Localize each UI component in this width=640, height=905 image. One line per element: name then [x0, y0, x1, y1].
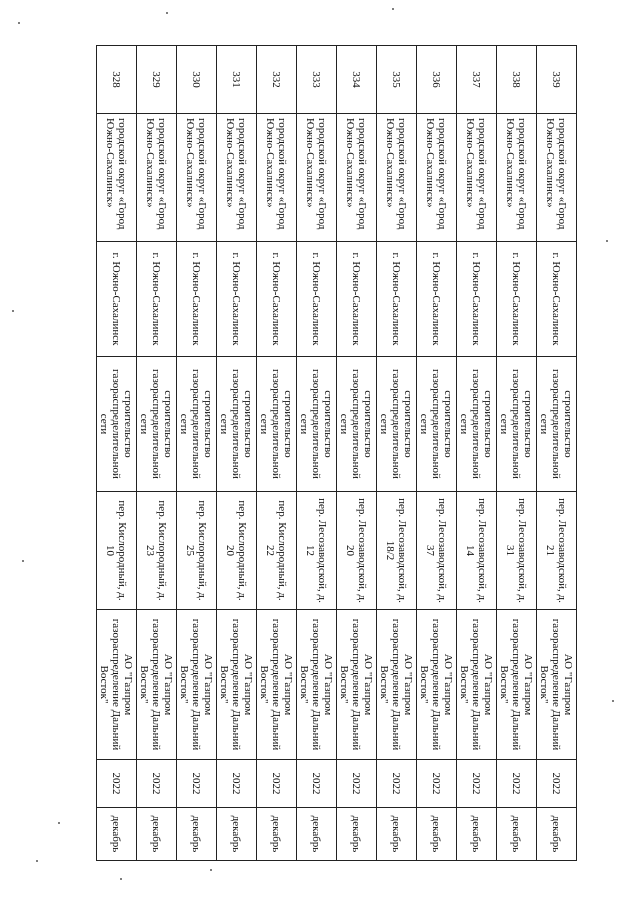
month-cell: декабрь	[297, 808, 337, 861]
registry-table	[96, 45, 577, 861]
year-cell: 2022	[297, 760, 337, 808]
municipal-district-cell: городской округ «Город Южно-Сахалинск»	[137, 114, 177, 242]
row-number-cell: 331	[217, 46, 257, 114]
table-body	[97, 46, 577, 861]
year-cell: 2022	[417, 760, 457, 808]
municipal-district-cell: городской округ «Город Южно-Сахалинск»	[337, 114, 377, 242]
address-cell: пер. Лесозаводской, д. 20	[337, 492, 377, 610]
address-cell: пер. Кислородный, д. 23	[137, 492, 177, 610]
address-cell: пер. Лесозаводской, д. 21	[537, 492, 577, 610]
city-name-cell: г. Южно-Сахалинск	[537, 242, 577, 357]
city-name-cell: г. Южно-Сахалинск	[417, 242, 457, 357]
work-type-cell: строительство газораспределительной сети	[457, 357, 497, 492]
address-cell: пер. Лесозаводской, д. 37	[417, 492, 457, 610]
work-type-cell: строительство газораспределительной сети	[257, 357, 297, 492]
row-number-cell: 338	[497, 46, 537, 114]
work-type-cell: строительство газораспределительной сети	[177, 357, 217, 492]
table-row	[417, 46, 457, 861]
organization-cell: АО "Газпром газораспределение Дальний Восток"	[377, 610, 417, 760]
work-type-cell: строительство газораспределительной сети	[297, 357, 337, 492]
work-type-cell: строительство газораспределительной сети	[417, 357, 457, 492]
year-cell: 2022	[457, 760, 497, 808]
month-cell: декабрь	[337, 808, 377, 861]
work-type-cell: строительство газораспределительной сети	[497, 357, 537, 492]
table-row	[217, 46, 257, 861]
city-name-cell: г. Южно-Сахалинск	[337, 242, 377, 357]
address-cell: пер. Кислородный, д. 25	[177, 492, 217, 610]
municipal-district-cell: городской округ «Город Южно-Сахалинск»	[417, 114, 457, 242]
city-name-cell: г. Южно-Сахалинск	[457, 242, 497, 357]
row-number-cell: 335	[377, 46, 417, 114]
organization-cell: АО "Газпром газораспределение Дальний Восток"	[217, 610, 257, 760]
address-cell: пер. Кислородный, д. 22	[257, 492, 297, 610]
row-number-cell: 333	[297, 46, 337, 114]
city-name-cell: г. Южно-Сахалинск	[297, 242, 337, 357]
year-cell: 2022	[257, 760, 297, 808]
address-cell: пер. Кислородный, д. 10	[97, 492, 137, 610]
municipal-district-cell: городской округ «Город Южно-Сахалинск»	[537, 114, 577, 242]
city-name-cell: г. Южно-Сахалинск	[497, 242, 537, 357]
table-row	[297, 46, 337, 861]
address-cell: пер. Лесозаводской, д. 31	[497, 492, 537, 610]
table-row	[497, 46, 537, 861]
work-type-cell: строительство газораспределительной сети	[537, 357, 577, 492]
municipal-district-cell: городской округ «Город Южно-Сахалинск»	[457, 114, 497, 242]
table-row	[457, 46, 497, 861]
month-cell: декабрь	[497, 808, 537, 861]
year-cell: 2022	[137, 760, 177, 808]
work-type-cell: строительство газораспределительной сети	[137, 357, 177, 492]
year-cell: 2022	[97, 760, 137, 808]
municipal-district-cell: городской округ «Город Южно-Сахалинск»	[497, 114, 537, 242]
organization-cell: АО "Газпром газораспределение Дальний Восток"	[97, 610, 137, 760]
organization-cell: АО "Газпром газораспределение Дальний Восток"	[457, 610, 497, 760]
row-number-cell: 328	[97, 46, 137, 114]
row-number-cell: 330	[177, 46, 217, 114]
year-cell: 2022	[537, 760, 577, 808]
table-row	[177, 46, 217, 861]
work-type-cell: строительство газораспределительной сети	[377, 357, 417, 492]
table-row	[377, 46, 417, 861]
month-cell: декабрь	[417, 808, 457, 861]
organization-cell: АО "Газпром газораспределение Дальний Восток"	[417, 610, 457, 760]
year-cell: 2022	[337, 760, 377, 808]
municipal-district-cell: городской округ «Город Южно-Сахалинск»	[377, 114, 417, 242]
month-cell: декабрь	[97, 808, 137, 861]
organization-cell: АО "Газпром газораспределение Дальний Восток"	[497, 610, 537, 760]
work-type-cell: строительство газораспределительной сети	[217, 357, 257, 492]
month-cell: декабрь	[217, 808, 257, 861]
organization-cell: АО "Газпром газораспределение Дальний Восток"	[177, 610, 217, 760]
month-cell: декабрь	[377, 808, 417, 861]
municipal-district-cell: городской округ «Город Южно-Сахалинск»	[217, 114, 257, 242]
row-number-cell: 332	[257, 46, 297, 114]
month-cell: декабрь	[457, 808, 497, 861]
year-cell: 2022	[177, 760, 217, 808]
month-cell: декабрь	[137, 808, 177, 861]
month-cell: декабрь	[257, 808, 297, 861]
work-type-cell: строительство газораспределительной сети	[337, 357, 377, 492]
city-name-cell: г. Южно-Сахалинск	[97, 242, 137, 357]
table-row	[257, 46, 297, 861]
year-cell: 2022	[217, 760, 257, 808]
city-name-cell: г. Южно-Сахалинск	[257, 242, 297, 357]
municipal-district-cell: городской округ «Город Южно-Сахалинск»	[177, 114, 217, 242]
work-type-cell: строительство газораспределительной сети	[97, 357, 137, 492]
city-name-cell: г. Южно-Сахалинск	[377, 242, 417, 357]
month-cell: декабрь	[537, 808, 577, 861]
municipal-district-cell: городской округ «Город Южно-Сахалинск»	[97, 114, 137, 242]
table-row	[537, 46, 577, 861]
row-number-cell: 339	[537, 46, 577, 114]
table-row	[337, 46, 377, 861]
table-row	[97, 46, 137, 861]
address-cell: пер. Лесозаводской, д. 14	[457, 492, 497, 610]
organization-cell: АО "Газпром газораспределение Дальний Восток"	[537, 610, 577, 760]
organization-cell: АО "Газпром газораспределение Дальний Восток"	[297, 610, 337, 760]
row-number-cell: 336	[417, 46, 457, 114]
address-cell: пер. Лесозаводской, д. 18/2	[377, 492, 417, 610]
organization-cell: АО "Газпром газораспределение Дальний Восток"	[137, 610, 177, 760]
city-name-cell: г. Южно-Сахалинск	[177, 242, 217, 357]
city-name-cell: г. Южно-Сахалинск	[217, 242, 257, 357]
address-cell: пер. Кислородный, д. 20	[217, 492, 257, 610]
year-cell: 2022	[497, 760, 537, 808]
municipal-district-cell: городской округ «Город Южно-Сахалинск»	[297, 114, 337, 242]
row-number-cell: 337	[457, 46, 497, 114]
city-name-cell: г. Южно-Сахалинск	[137, 242, 177, 357]
table-row	[137, 46, 177, 861]
year-cell: 2022	[377, 760, 417, 808]
row-number-cell: 334	[337, 46, 377, 114]
municipal-district-cell: городской округ «Город Южно-Сахалинск»	[257, 114, 297, 242]
organization-cell: АО "Газпром газораспределение Дальний Восток"	[337, 610, 377, 760]
organization-cell: АО "Газпром газораспределение Дальний Восток"	[257, 610, 297, 760]
row-number-cell: 329	[137, 46, 177, 114]
month-cell: декабрь	[177, 808, 217, 861]
address-cell: пер. Лесозаводской, д. 12	[297, 492, 337, 610]
